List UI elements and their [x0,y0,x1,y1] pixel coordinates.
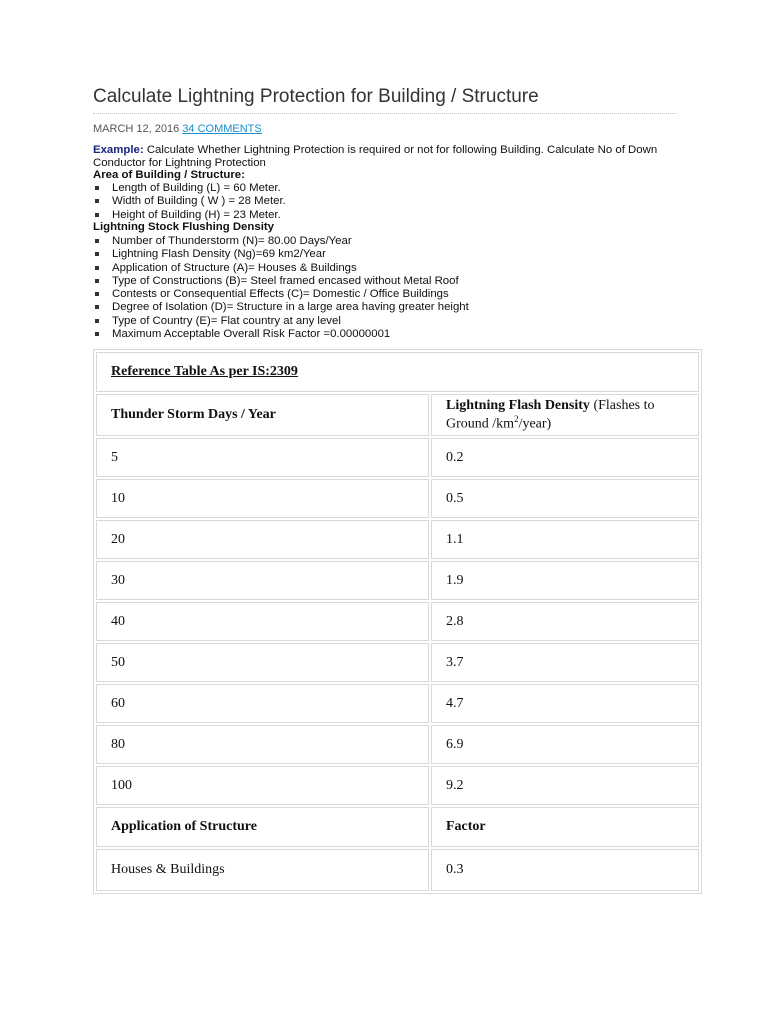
title-divider [93,113,677,114]
list-item: Application of Structure (A)= Houses & Buildings [93,262,469,275]
post-meta [93,123,262,135]
cell-density: 2.8 [431,602,699,641]
cell-density: 1.1 [431,520,699,559]
col-header-thunder-days: Thunder Storm Days / Year [96,394,429,436]
table-caption-text: Reference Table As per IS:2309 [111,364,298,379]
table-row [96,479,699,518]
cell-density: 4.7 [431,684,699,723]
cell-days: 50 [96,643,429,682]
area-heading: Area of Building / Structure: [93,169,245,181]
list-item: Type of Constructions (B)= Steel framed encased without Metal Roof [93,275,469,288]
cell-days: 40 [96,602,429,641]
list-item: Width of Building ( W ) = 28 Meter. [93,195,286,208]
table-row [96,849,699,891]
list-item: Contests or Consequential Effects (C)= Domestic / Office Buildings [93,288,469,301]
example-label: Example: [93,144,144,156]
col-header-flash-density [431,394,699,436]
cell-days: 30 [96,561,429,600]
cell-days: 5 [96,438,429,477]
list-item: Type of Country (E)= Flat country at any level [93,315,469,328]
list-item: Number of Thunderstorm (N)= 80.00 Days/Year [93,235,469,248]
col-header-flash-density-unit: (Flashes to Ground /km [446,397,655,432]
list-item: Height of Building (H) = 23 Meter. [93,209,286,222]
page-title: Calculate Lightning Protection for Building / Structure [93,86,539,107]
cell-factor: 0.3 [431,849,699,891]
cell-days: 10 [96,479,429,518]
cell-days: 60 [96,684,429,723]
col-header-factor: Factor [431,807,699,847]
table-row [96,561,699,600]
cell-density: 9.2 [431,766,699,805]
table-row [96,643,699,682]
cell-application: Houses & Buildings [96,849,429,891]
list-item: Degree of Isolation (D)= Structure in a large area having greater height [93,301,469,314]
example-text: Calculate Whether Lightning Protection is required or not for following Building. Calculate No of Down Conductor for Lightning Protection [93,144,658,169]
post-date: MARCH 12, 2016 [93,123,180,135]
cell-density: 0.2 [431,438,699,477]
col-header-flash-density-bold: Lightning Flash Density [446,397,590,413]
table-caption [96,352,699,392]
list-item: Length of Building (L) = 60 Meter. [93,182,286,195]
table-row [96,766,699,805]
col-header-superscript: 2 [514,413,519,424]
cell-days: 80 [96,725,429,764]
table-row [96,520,699,559]
reference-table [93,349,702,894]
table-row [96,438,699,477]
table-row-app-header [96,807,699,847]
table-row [96,725,699,764]
density-heading: Lightning Stock Flushing Density [93,221,274,233]
density-list [93,235,469,341]
list-item: Maximum Acceptable Overall Risk Factor =0.00000001 [93,328,469,341]
cell-density: 1.9 [431,561,699,600]
cell-density: 0.5 [431,479,699,518]
table-row [96,602,699,641]
table-row [96,684,699,723]
col-header-flash-density-end: /year) [518,416,552,432]
cell-density: 6.9 [431,725,699,764]
comments-link[interactable]: 34 COMMENTS [182,123,262,135]
cell-days: 100 [96,766,429,805]
list-item: Lightning Flash Density (Ng)=69 km2/Year [93,248,469,261]
col-header-application: Application of Structure [96,807,429,847]
cell-days: 20 [96,520,429,559]
cell-density: 3.7 [431,643,699,682]
example-paragraph [93,144,683,170]
area-list [93,182,286,222]
